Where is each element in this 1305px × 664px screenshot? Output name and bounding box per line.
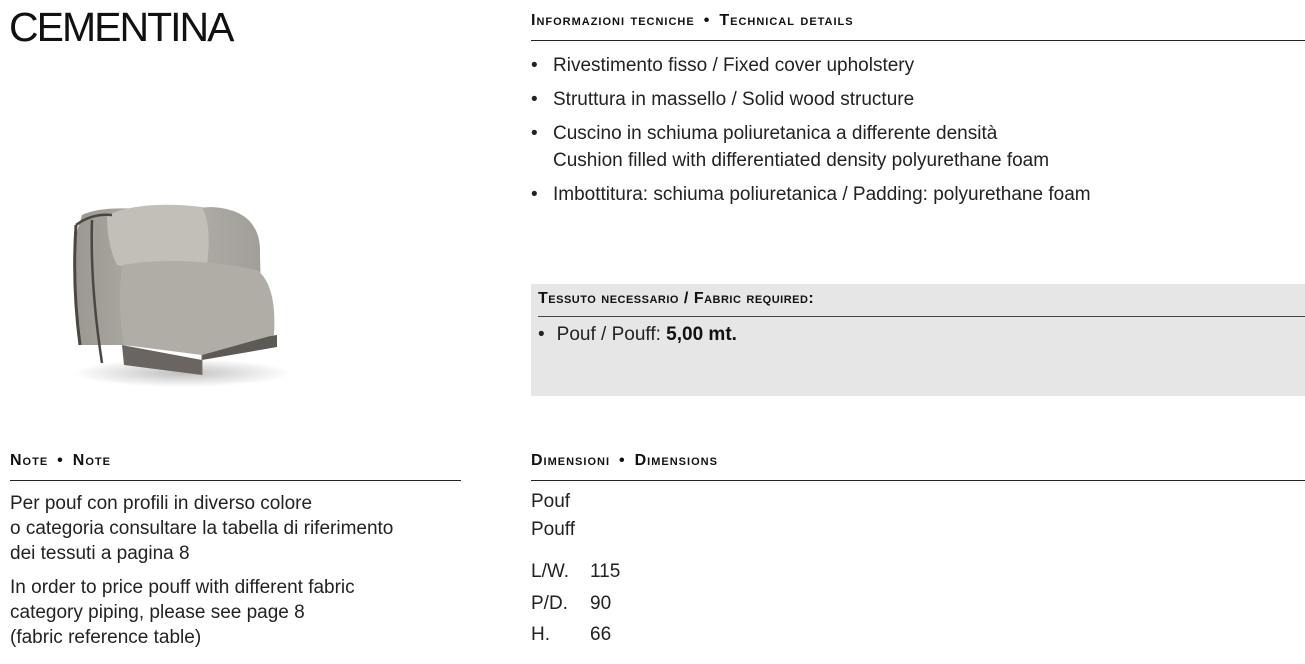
- dimension-label: H.: [531, 624, 550, 645]
- armchair-image: [62, 195, 302, 395]
- heading-it: Note: [10, 452, 49, 469]
- dimension-value: 115: [590, 561, 621, 582]
- bullet: •: [531, 89, 538, 110]
- heading-it: Dimensioni: [531, 452, 611, 469]
- list-item: [531, 120, 1305, 174]
- technical-details-heading: [531, 12, 1305, 41]
- heading-en: Technical details: [719, 12, 854, 29]
- fabric-item-value: 5,00 mt.: [666, 324, 737, 345]
- note-line: o categoria consultare la tabella di riferimento: [10, 518, 394, 539]
- item-text: Rivestimento fisso / Fixed cover upholstery: [553, 55, 915, 76]
- note-heading: [10, 452, 461, 481]
- heading-en: Dimensions: [634, 452, 718, 469]
- fabric-required-heading: Tessuto necessario / Fabric required:: [538, 290, 1305, 317]
- bullet: •: [531, 55, 538, 76]
- note-line: dei tessuti a pagina 8: [10, 543, 190, 564]
- technical-details-list: [531, 52, 1305, 215]
- bullet: •: [531, 123, 538, 144]
- fabric-item-label: Pouf / Pouff:: [556, 324, 667, 345]
- list-item: [531, 181, 1305, 208]
- list-item: [531, 52, 1305, 79]
- heading-separator: •: [57, 452, 64, 469]
- item-text: Imbottitura: schiuma poliuretanica / Padding: polyurethane foam: [553, 184, 1091, 205]
- fabric-required-box: [531, 284, 1305, 396]
- product-title: CEMENTINA: [9, 4, 233, 50]
- heading-separator: •: [703, 12, 711, 29]
- product-name-en: Pouff: [531, 519, 576, 540]
- note-paragraph-it: [10, 491, 393, 566]
- dimensions-block: [531, 491, 831, 661]
- dimensions-heading: [531, 452, 1305, 481]
- note-line: Per pouf con profili in diverso colore: [10, 493, 313, 514]
- note-line: category piping, please see page 8: [10, 602, 305, 623]
- note-line: (fabric reference table): [10, 627, 202, 648]
- heading-en: Note: [72, 452, 111, 469]
- note-paragraph-en: [10, 575, 355, 650]
- list-item: [531, 86, 1305, 113]
- item-text-line2: Cushion filled with differentiated density polyurethane foam: [553, 150, 1050, 171]
- product-name-it: Pouf: [531, 491, 571, 512]
- dimension-label: P/D.: [531, 593, 568, 614]
- dimension-value: 66: [590, 624, 612, 645]
- note-line: In order to price pouff with different fabric: [10, 577, 355, 598]
- dimension-row: [531, 593, 611, 615]
- item-text: Struttura in massello / Solid wood structure: [553, 89, 915, 110]
- fabric-required-item: [538, 324, 737, 346]
- heading-separator: •: [619, 452, 626, 469]
- bullet: •: [531, 184, 538, 205]
- dimension-row: [531, 561, 620, 583]
- dimension-row: [531, 624, 611, 646]
- heading-it: Informazioni tecniche: [531, 12, 695, 29]
- item-text: Cuscino in schiuma poliuretanica a differente densità: [553, 123, 998, 144]
- bullet: •: [538, 324, 545, 345]
- dimension-value: 90: [590, 593, 612, 614]
- dimension-label: L/W.: [531, 561, 570, 582]
